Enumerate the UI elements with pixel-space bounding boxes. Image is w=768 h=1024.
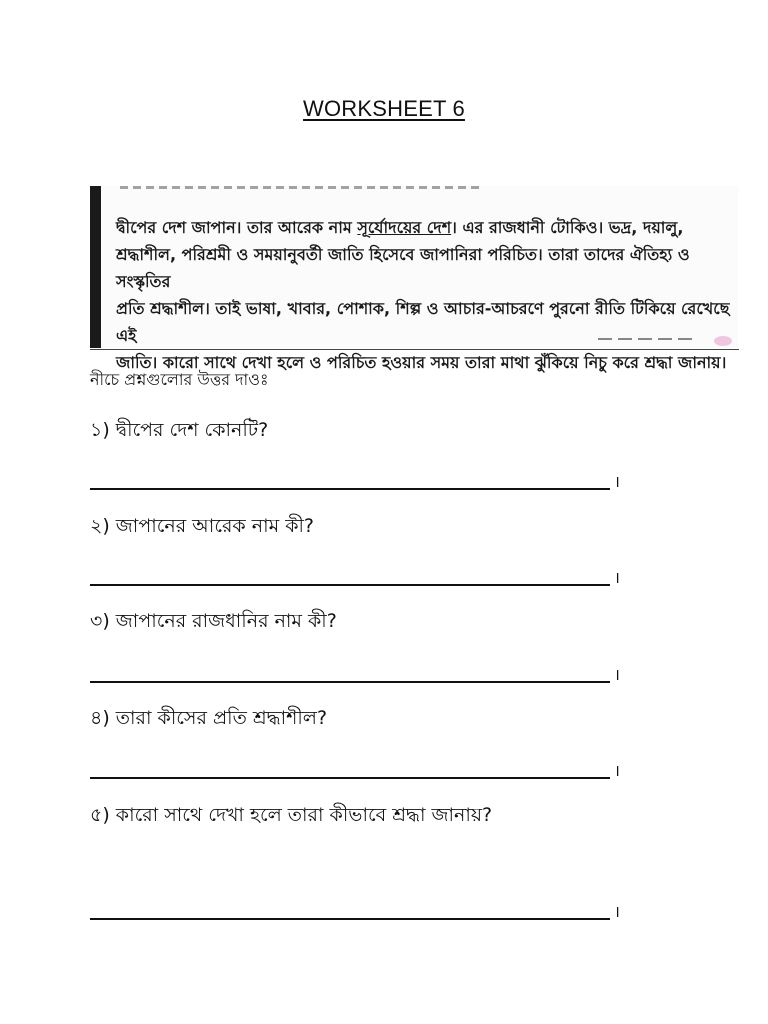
passage-line-2: শ্রদ্ধাশীল, পরিশ্রমী ও সময়ানুবর্তী জাতি হিসেবে জাপানিরা পরিচিত। তারা তাদের ঐতিহ্য ও সংস্কৃতির <box>116 245 690 291</box>
answer-end-mark: । <box>613 761 620 780</box>
question-1: ১) দ্বীপের দেশ কোনটি? <box>90 419 269 441</box>
passage-underlined-phrase: সূর্যোদয়ের দেশ <box>357 218 452 237</box>
passage-text <box>116 214 732 376</box>
answer-line-5[interactable] <box>90 900 620 921</box>
passage-cropped-top-line <box>120 186 480 189</box>
worksheet-title: WORKSHEET 6 <box>303 96 465 121</box>
answer-end-mark: । <box>613 472 620 491</box>
answer-end-mark: । <box>613 568 620 587</box>
question-3: ৩) জাপানের রাজধানির নাম কী? <box>90 610 337 632</box>
answer-line-2[interactable] <box>90 566 620 587</box>
passage-line-1-end: । এর রাজধানী টোকিও। ভদ্র, দয়ালু, <box>451 218 684 237</box>
passage-line-3: প্রতি শ্রদ্ধাশীল। তাই ভাষা, খাবার, পোশাক, শিল্প ও আচার-আচরণে পুরনো রীতি টিকিয়ে রেখেছে এই <box>116 299 730 345</box>
answer-end-mark: । <box>613 902 620 921</box>
answer-line-4[interactable] <box>90 759 620 780</box>
instruction-text: নীচে প্রশ্নগুলোর উত্তর দাওঃ <box>90 370 269 389</box>
passage-left-bar <box>90 186 101 348</box>
reading-passage-image <box>90 186 738 372</box>
question-5: ৫) কারো সাথে দেখা হলে তারা কীভাবে শ্রদ্ধা জানায়? <box>90 804 493 826</box>
passage-line-1 <box>116 214 732 241</box>
answer-line-1[interactable] <box>90 470 620 491</box>
passage-line-1-start: দ্বীপের দেশ জাপান। তার আরেক নাম <box>116 218 358 237</box>
passage-footer-mark <box>598 338 698 340</box>
passage-pink-mark <box>714 336 732 346</box>
answer-end-mark: । <box>613 665 620 684</box>
passage-line-4: জাতি। কারো সাথে দেখা হলে ও পরিচিত হওয়ার সময় তারা মাথা ঝুঁকিয়ে নিচু করে শ্রদ্ধা জানায়। <box>116 353 727 372</box>
question-4: ৪) তারা কীসের প্রতি শ্রদ্ধাশীল? <box>90 707 328 729</box>
question-2: ২) জাপানের আরেক নাম কী? <box>90 515 315 537</box>
answer-line-3[interactable] <box>90 663 620 684</box>
divider-line <box>90 349 739 350</box>
